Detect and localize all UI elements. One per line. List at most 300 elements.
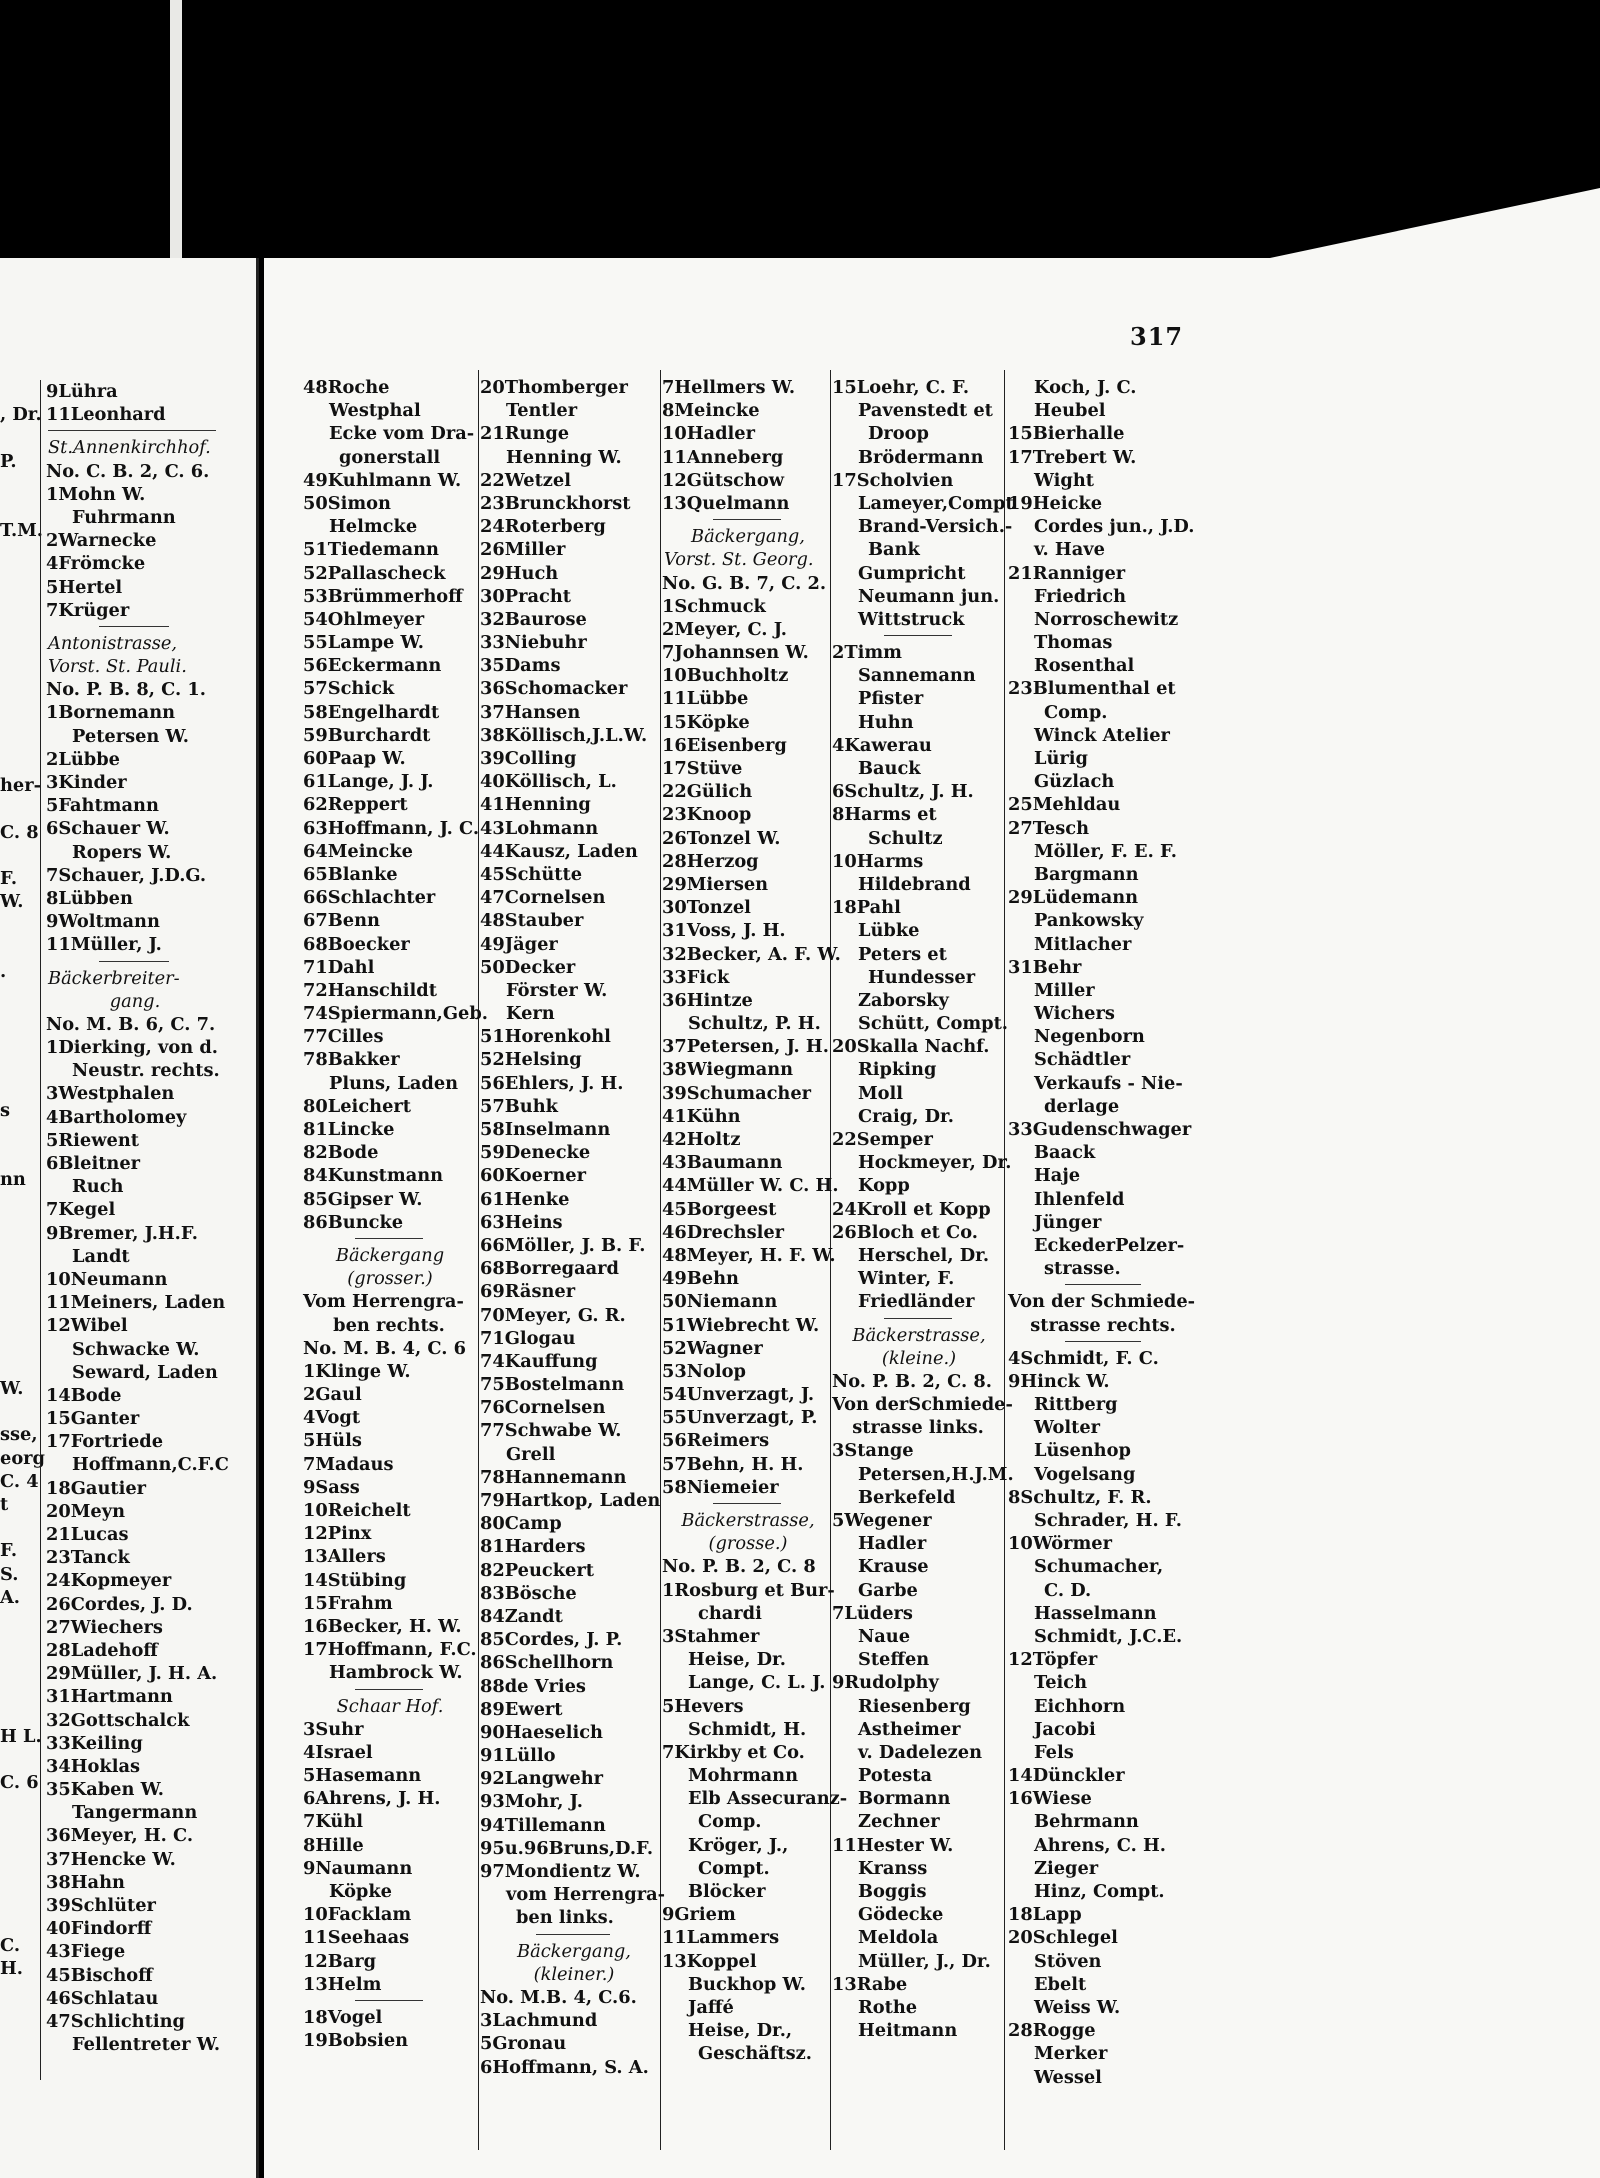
- directory-entry: 14Stübing: [303, 1569, 407, 1591]
- directory-entry: 82Peuckert: [480, 1559, 594, 1581]
- directory-entry: 5Gronau: [480, 2033, 567, 2055]
- directory-entry: 4Frömcke: [46, 553, 146, 575]
- street-heading: Heise, Dr.,: [688, 2020, 793, 2042]
- directory-entry: 26Miller: [480, 539, 566, 561]
- directory-entry: 55Lampe W.: [303, 632, 424, 654]
- directory-entry: 23Blumenthal et: [1008, 678, 1176, 700]
- directory-entry: 7Madaus: [303, 1453, 394, 1475]
- directory-entry: 16Becker, H. W.: [303, 1615, 462, 1637]
- street-heading: Meldola: [858, 1927, 939, 1949]
- edge-fragment: .: [0, 960, 7, 982]
- directory-entry: 22Semper: [832, 1129, 933, 1150]
- street-heading: Rittberg: [1034, 1394, 1118, 1416]
- edge-fragment: [0, 1076, 30, 1099]
- directory-entry: 9Hinck W.: [1008, 1370, 1110, 1392]
- street-heading: Tentler: [506, 400, 578, 422]
- directory-entry: 7Kirkby et Co.: [662, 1741, 805, 1763]
- street-heading: Garbe: [858, 1579, 918, 1601]
- directory-entry: 10Hadler: [662, 423, 755, 445]
- directory-entry: 1Schmuck: [662, 595, 766, 617]
- edge-fragment: , Dr.: [0, 404, 42, 426]
- street-heading: Jaffé: [688, 1996, 734, 2018]
- street-heading: gang.: [109, 990, 161, 1012]
- street-heading: Haje: [1034, 1165, 1081, 1187]
- directory-entry: 43Baumann: [662, 1152, 783, 1174]
- street-heading: Mohrmann: [688, 1765, 799, 1787]
- directory-entry: No. M. B. 4, C. 6: [303, 1337, 467, 1359]
- directory-column-1: [303, 376, 488, 2052]
- street-heading: Bäckerbreiter-: [48, 967, 180, 989]
- edge-fragment: H.: [0, 1957, 23, 1979]
- directory-entry: 23Tanck: [46, 1547, 130, 1569]
- street-heading: Brödermann: [858, 446, 984, 468]
- directory-entry: 15Bierhalle: [1008, 423, 1125, 445]
- directory-entry: 11Seehaas: [303, 1927, 410, 1949]
- directory-column-5: [1008, 376, 1198, 2089]
- edge-fragment: C. 4: [0, 1470, 39, 1492]
- directory-entry: 13Quelmann: [662, 492, 790, 514]
- edge-fragment: her-: [0, 775, 41, 797]
- street-heading: (kleiner.): [533, 1963, 615, 1985]
- street-heading: Lübke: [858, 920, 920, 942]
- directory-entry: 83Bösche: [480, 1582, 577, 1604]
- edge-fragment: [0, 1006, 30, 1029]
- edge-fragment: [0, 1354, 30, 1377]
- directory-column-2: [480, 376, 666, 2079]
- directory-entry: 8Meincke: [662, 400, 760, 422]
- street-heading: Zaborsky: [858, 989, 949, 1011]
- directory-entry: 61Lange, J. J.: [303, 771, 434, 793]
- street-heading: Pfister: [858, 688, 924, 710]
- directory-entry: 12Barg: [303, 1950, 377, 1972]
- directory-entry: 77Schwabe W.: [480, 1420, 622, 1442]
- edge-fragment: [0, 658, 30, 681]
- street-heading: Geschäftsz.: [698, 2043, 812, 2065]
- directory-entry: 47Cornelsen: [480, 887, 606, 909]
- street-heading: Steffen: [858, 1649, 930, 1671]
- directory-entry: 12Gütschow: [662, 469, 785, 491]
- directory-entry: 50Niemann: [662, 1291, 778, 1313]
- directory-entry: 20Meyn: [46, 1500, 125, 1522]
- directory-entry: 4Vogt: [303, 1407, 361, 1429]
- street-heading: Boggis: [858, 1881, 927, 1902]
- directory-entry: 13Koppel: [662, 1950, 757, 1972]
- street-heading: Miller: [1034, 979, 1095, 1001]
- directory-entry: 57Behn, H. H.: [662, 1453, 804, 1475]
- directory-entry: 74Kauffung: [480, 1350, 598, 1372]
- directory-entry: 7Lüders: [832, 1602, 913, 1624]
- street-heading: gonerstall: [339, 446, 441, 468]
- street-heading: Krause: [858, 1556, 929, 1578]
- directory-entry: 6Hoffmann, S. A.: [480, 2056, 649, 2078]
- street-heading: Landt: [72, 1245, 130, 1267]
- street-heading: Neumann jun.: [858, 585, 1000, 607]
- directory-entry: 1Bornemann: [46, 702, 176, 724]
- directory-entry: 81Harders: [480, 1536, 586, 1558]
- directory-entry: 1Dierking, von d.: [46, 1037, 218, 1059]
- directory-entry: 68Boecker: [303, 933, 410, 955]
- edge-fragment: [0, 983, 30, 1006]
- directory-entry: 3Westphalen: [46, 1083, 175, 1105]
- edge-fragment: [0, 1609, 30, 1632]
- street-heading: v. Have: [1034, 539, 1105, 561]
- directory-entry: 4Bartholomey: [46, 1106, 187, 1128]
- directory-entry: 26Cordes, J. D.: [46, 1593, 193, 1615]
- directory-entry: 82Bode: [303, 1142, 379, 1164]
- directory-entry: 13Rabe: [832, 1973, 908, 1995]
- directory-entry: 54Ohlmeyer: [303, 608, 425, 630]
- directory-entry: 16Wiese: [1008, 1788, 1092, 1810]
- directory-entry: 4Israel: [303, 1741, 373, 1763]
- street-heading: Comp.: [1044, 701, 1108, 723]
- directory-entry: 16Eisenberg: [662, 734, 787, 756]
- street-heading: Pavenstedt et: [858, 400, 993, 422]
- street-heading: Vorst. St. Pauli.: [48, 656, 187, 678]
- directory-entry: 26Tonzel W.: [662, 827, 781, 849]
- directory-entry: 7Hellmers W.: [662, 377, 796, 398]
- section-separator: [662, 515, 832, 525]
- street-heading: Schultz: [868, 827, 943, 849]
- section-separator: [46, 957, 222, 967]
- street-heading: Möller, F. E. F.: [1034, 840, 1177, 862]
- street-heading: Schrader, H. F.: [1034, 1510, 1182, 1531]
- directory-entry: 58Engelhardt: [303, 701, 440, 723]
- directory-entry: 97Mondientz W.: [480, 1861, 641, 1882]
- directory-entry: 29Huch: [480, 562, 559, 584]
- directory-entry: 60Koerner: [480, 1165, 586, 1187]
- edge-fragment: [0, 1145, 30, 1168]
- directory-entry: 63Hoffmann, J. C.: [303, 817, 480, 839]
- directory-entry: 6Schauer W.: [46, 818, 170, 840]
- street-heading: Baack: [1034, 1142, 1096, 1164]
- directory-entry: 46Schlatau: [46, 1987, 159, 2009]
- directory-entry: 56Eckermann: [303, 655, 442, 677]
- column-divider: [1004, 370, 1005, 2150]
- directory-entry: 31Behr: [1008, 956, 1082, 978]
- edge-fragment: [0, 380, 30, 403]
- street-heading: Ropers W.: [72, 841, 172, 863]
- directory-entry: 42Holtz: [662, 1129, 741, 1150]
- directory-entry: 39Schumacher: [662, 1082, 812, 1104]
- street-heading: Schumacher,: [1034, 1556, 1164, 1578]
- directory-entry: 60Paap W.: [303, 748, 406, 769]
- street-heading: Naue: [858, 1625, 911, 1647]
- directory-entry: 11Müller, J.: [46, 934, 162, 956]
- directory-entry: 11Meiners, Laden: [46, 1292, 226, 1314]
- street-heading: Heise, Dr.: [688, 1649, 786, 1671]
- street-heading: Bäckergang: [335, 1244, 445, 1266]
- directory-entry: 50Decker: [480, 956, 576, 978]
- directory-entry: 28Herzog: [662, 850, 759, 872]
- street-heading: Heitmann: [858, 2020, 958, 2042]
- directory-entry: 39Schlüter: [46, 1895, 156, 1916]
- street-heading: Ihlenfeld: [1034, 1188, 1125, 1210]
- edge-fragment: [0, 1748, 30, 1771]
- directory-entry: 11Anneberg: [662, 446, 784, 468]
- directory-entry: 33Keiling: [46, 1732, 143, 1754]
- directory-entry: 77Cilles: [303, 1026, 384, 1048]
- directory-entry: 17Scholvien: [832, 469, 954, 491]
- street-heading: Zieger: [1034, 1857, 1099, 1879]
- directory-entry: 22Wetzel: [480, 469, 571, 491]
- directory-entry: 48Stauber: [480, 910, 584, 932]
- directory-entry: 55Unverzagt, P.: [662, 1407, 818, 1429]
- directory-entry: 67Benn: [303, 910, 380, 932]
- directory-entry: 33Gudenschwager: [1008, 1119, 1192, 1140]
- street-heading: Kern: [506, 1003, 555, 1025]
- directory-entry: 56Reimers: [662, 1430, 770, 1452]
- directory-entry: 30Tonzel: [662, 897, 751, 919]
- edge-fragment: S.: [0, 1563, 19, 1585]
- directory-entry: No. M.B. 4, C.6.: [480, 1986, 637, 2008]
- directory-entry: 8Harms et: [832, 804, 937, 826]
- street-heading: Schmidt, J.C.E.: [1034, 1625, 1183, 1647]
- street-heading: Hockmeyer, Dr.: [858, 1152, 1012, 1174]
- street-heading: Petersen W.: [72, 725, 189, 747]
- directory-entry: 35Dams: [480, 655, 561, 677]
- directory-entry: 7Kühl: [303, 1811, 364, 1833]
- street-heading: Rosenthal: [1034, 655, 1135, 677]
- street-heading: Bäckergang,: [517, 1940, 631, 1962]
- directory-entry: 3Stahmer: [662, 1625, 760, 1647]
- directory-entry: 11Lammers: [662, 1927, 780, 1949]
- directory-entry: 20Thomberger: [480, 377, 628, 398]
- directory-entry: 15Loehr, C. F.: [832, 377, 970, 398]
- directory-column-3: [662, 376, 848, 2066]
- directory-entry: 1Klinge W.: [303, 1360, 411, 1382]
- street-heading: Norroschewitz: [1034, 608, 1179, 630]
- street-heading: Fels: [1034, 1741, 1074, 1763]
- directory-entry: 6Schultz, J. H.: [832, 781, 974, 803]
- edge-fragment: C.: [0, 1934, 21, 1956]
- edge-fragment: [0, 1331, 30, 1354]
- directory-entry: 56Ehlers, J. H.: [480, 1072, 624, 1094]
- directory-entry: 20Schlegel: [1008, 1927, 1118, 1949]
- directory-entry: 7Krüger: [46, 599, 130, 621]
- street-heading: Potesta: [858, 1765, 933, 1787]
- directory-entry: 53Nolop: [662, 1360, 746, 1382]
- street-heading: Berkefeld: [858, 1486, 956, 1508]
- directory-entry: 40Findorff: [46, 1918, 152, 1940]
- directory-entry: 38Hahn: [46, 1871, 125, 1893]
- section-separator: [303, 1685, 475, 1695]
- directory-entry: 9Lühra: [46, 381, 118, 402]
- directory-entry: 84Kunstmann: [303, 1165, 444, 1187]
- directory-entry: 8Schultz, F. R.: [1008, 1486, 1152, 1508]
- directory-entry: 11Hester W.: [832, 1834, 954, 1856]
- directory-entry: 84Zandt: [480, 1605, 563, 1627]
- street-heading: Lürig: [1034, 748, 1088, 769]
- edge-fragment: T.M.: [0, 520, 44, 542]
- directory-entry: 52Wagner: [662, 1337, 763, 1359]
- street-heading: Henning W.: [506, 446, 622, 468]
- edge-fragment: [0, 1052, 30, 1075]
- street-heading: Grell: [506, 1443, 556, 1465]
- street-heading: Jünger: [1034, 1211, 1102, 1233]
- street-heading: Antonistrasse,: [48, 632, 178, 654]
- directory-entry: 49Jäger: [480, 933, 558, 955]
- directory-entry: 70Meyer, G. R.: [480, 1304, 626, 1326]
- street-heading: Winter, F.: [858, 1268, 955, 1290]
- street-heading: Schaar Hof.: [336, 1695, 444, 1717]
- street-heading: Ebelt: [1034, 1973, 1087, 1995]
- directory-entry: 1Rosburg et Bur-: [662, 1579, 835, 1601]
- directory-entry: 9Woltmann: [46, 911, 160, 933]
- directory-entry: 46Drechsler: [662, 1221, 785, 1243]
- directory-entry: 41Kühn: [662, 1105, 741, 1127]
- street-heading: Bank: [868, 539, 920, 561]
- street-heading: Hinz, Compt.: [1034, 1881, 1165, 1902]
- street-heading: Teich: [1034, 1672, 1088, 1694]
- street-heading: Seward, Laden: [72, 1361, 218, 1383]
- directory-entry: 10Neumann: [46, 1268, 168, 1290]
- edge-fragment: [0, 1284, 30, 1307]
- street-heading: Kopp: [858, 1175, 910, 1197]
- street-heading: v. Dadelezen: [858, 1741, 983, 1763]
- directory-entry: 9Sass: [303, 1476, 360, 1498]
- street-heading: Comp.: [698, 1811, 762, 1833]
- street-heading: Fuhrmann: [72, 506, 176, 528]
- edge-fragment: [0, 1122, 30, 1145]
- directory-entry: 40Köllisch, L.: [480, 771, 617, 793]
- street-heading: Hildebrand: [858, 873, 971, 895]
- directory-entry: 32Becker, A. F. W.: [662, 943, 841, 965]
- directory-entry: 75Bostelmann: [480, 1374, 625, 1396]
- directory-entry: 32Baurose: [480, 608, 587, 630]
- directory-entry: 93Mohr, J.: [480, 1791, 583, 1813]
- directory-entry: strasse rechts.: [1030, 1314, 1176, 1336]
- directory-entry: 15Ganter: [46, 1408, 140, 1430]
- directory-entry: 15Frahm: [303, 1592, 393, 1614]
- street-heading: Lange, C. L. J.: [688, 1672, 826, 1694]
- street-heading: Droop: [868, 423, 929, 445]
- directory-entry: 27Wiechers: [46, 1616, 163, 1638]
- directory-entry: 92Langwehr: [480, 1768, 604, 1790]
- edge-fragment: [0, 612, 30, 635]
- section-separator: [303, 1234, 475, 1244]
- edge-fragment: eorg: [0, 1447, 45, 1469]
- directory-entry: 10Reichelt: [303, 1500, 411, 1521]
- street-heading: Hadler: [858, 1533, 927, 1555]
- directory-entry: 85Cordes, J. P.: [480, 1629, 623, 1651]
- street-heading: derlage: [1044, 1095, 1120, 1117]
- directory-entry: 4Kawerau: [832, 734, 932, 756]
- directory-entry: 5Riewent: [46, 1129, 139, 1151]
- directory-entry: 39Colling: [480, 748, 577, 769]
- directory-entry: No. P. B. 2, C. 8.: [832, 1370, 992, 1392]
- street-heading: Lameyer,Compt: [858, 492, 1014, 514]
- directory-entry: 24Roterberg: [480, 516, 606, 538]
- directory-entry: 9Rudolphy: [832, 1672, 939, 1694]
- street-heading: Hasselmann: [1034, 1602, 1157, 1624]
- directory-entry: 29Miersen: [662, 873, 769, 895]
- street-heading: Merker: [1034, 2043, 1108, 2065]
- directory-entry: 28Ladehoff: [46, 1639, 158, 1661]
- street-heading: Bormann: [858, 1788, 951, 1810]
- street-heading: Hundesser: [868, 966, 976, 988]
- edge-fragment: s: [0, 1099, 11, 1121]
- directory-entry: 8Lübben: [46, 887, 133, 909]
- directory-entry: 90Haeselich: [480, 1721, 603, 1743]
- directory-entry: 18Vogel: [303, 2006, 383, 2028]
- edge-fragment: F.: [0, 1540, 18, 1562]
- directory-entry: 21Lucas: [46, 1524, 129, 1545]
- directory-entry: 23Knoop: [662, 804, 752, 826]
- street-heading: Cordes jun., J.D.: [1034, 516, 1195, 538]
- directory-entry: 7Schauer, J.D.G.: [46, 864, 207, 886]
- edge-fragment: A.: [0, 1586, 20, 1608]
- edge-fragment: [0, 1192, 30, 1215]
- column-divider: [478, 370, 479, 2150]
- directory-entry: 18Lapp: [1008, 1904, 1082, 1926]
- directory-entry: 3Kinder: [46, 772, 127, 793]
- street-heading: Moll: [858, 1082, 904, 1104]
- section-separator: [832, 1314, 1004, 1324]
- directory-entry: 15Köpke: [662, 711, 750, 733]
- directory-entry: 17Fortriede: [46, 1431, 164, 1453]
- street-heading: Gumpricht: [858, 562, 966, 584]
- directory-entry: strasse links.: [852, 1417, 984, 1439]
- street-heading: Stöven: [1034, 1950, 1102, 1972]
- street-heading: Astheimer: [858, 1718, 961, 1740]
- edge-fragment: [0, 1864, 30, 1887]
- edge-fragment: [0, 589, 30, 612]
- street-heading: Wessel: [1034, 2066, 1102, 2088]
- street-heading: EckederPelzer-: [1034, 1234, 1185, 1256]
- street-heading: Vorst. St. Georg.: [664, 549, 814, 571]
- edge-fragment: [0, 797, 30, 820]
- street-heading: Hambrock W.: [329, 1662, 463, 1684]
- directory-entry: 95u.96Bruns,D.F.: [480, 1837, 654, 1859]
- edge-fragment: [0, 1238, 30, 1261]
- directory-entry: 18Pahl: [832, 897, 901, 919]
- directory-entry: 6Ahrens, J. H.: [303, 1788, 441, 1810]
- edge-fragment: [0, 1910, 30, 1933]
- directory-entry: 94Tillemann: [480, 1814, 606, 1836]
- directory-entry: 11Lübbe: [662, 688, 749, 710]
- directory-entry: Vom Herrengra-: [303, 1291, 464, 1313]
- street-heading: Schwacke W.: [72, 1338, 200, 1360]
- street-heading: Wolter: [1034, 1417, 1101, 1439]
- street-heading: Ahrens, C. H.: [1034, 1834, 1166, 1856]
- street-heading: Bäckerstrasse,: [681, 1510, 815, 1531]
- directory-entry: ben rechts.: [333, 1314, 445, 1336]
- directory-entry: 50Simon: [303, 492, 391, 514]
- directory-entry: 29Müller, J. H. A.: [46, 1663, 218, 1685]
- directory-entry: 3Stange: [832, 1440, 914, 1462]
- directory-entry: 6Bleitner: [46, 1153, 141, 1174]
- street-heading: Ruch: [72, 1176, 124, 1198]
- directory-entry: 27Tesch: [1008, 817, 1090, 839]
- edge-fragment: [0, 635, 30, 658]
- directory-entry: 88de Vries: [480, 1675, 586, 1697]
- directory-entry: 78Hannemann: [480, 1466, 627, 1488]
- directory-entry: 45Schütte: [480, 863, 583, 885]
- street-heading: Kranss: [858, 1857, 928, 1879]
- directory-entry: 10Facklam: [303, 1904, 412, 1926]
- directory-entry: No. P. B. 8, C. 1.: [46, 679, 206, 701]
- street-heading: Ecke vom Dra-: [329, 423, 475, 445]
- street-heading: Sannemann: [858, 665, 976, 687]
- edge-fragment: H L.: [0, 1725, 42, 1747]
- section-separator: [662, 1499, 832, 1509]
- directory-entry: 20Skalla Nachf.: [832, 1036, 990, 1058]
- directory-entry: 91Lüllo: [480, 1745, 556, 1767]
- directory-entry: 86Buncke: [303, 1211, 404, 1233]
- directory-entry: 76Cornelsen: [480, 1397, 606, 1419]
- directory-entry: 85Gipser W.: [303, 1188, 423, 1210]
- street-heading: vom Herrengra-: [506, 1884, 665, 1906]
